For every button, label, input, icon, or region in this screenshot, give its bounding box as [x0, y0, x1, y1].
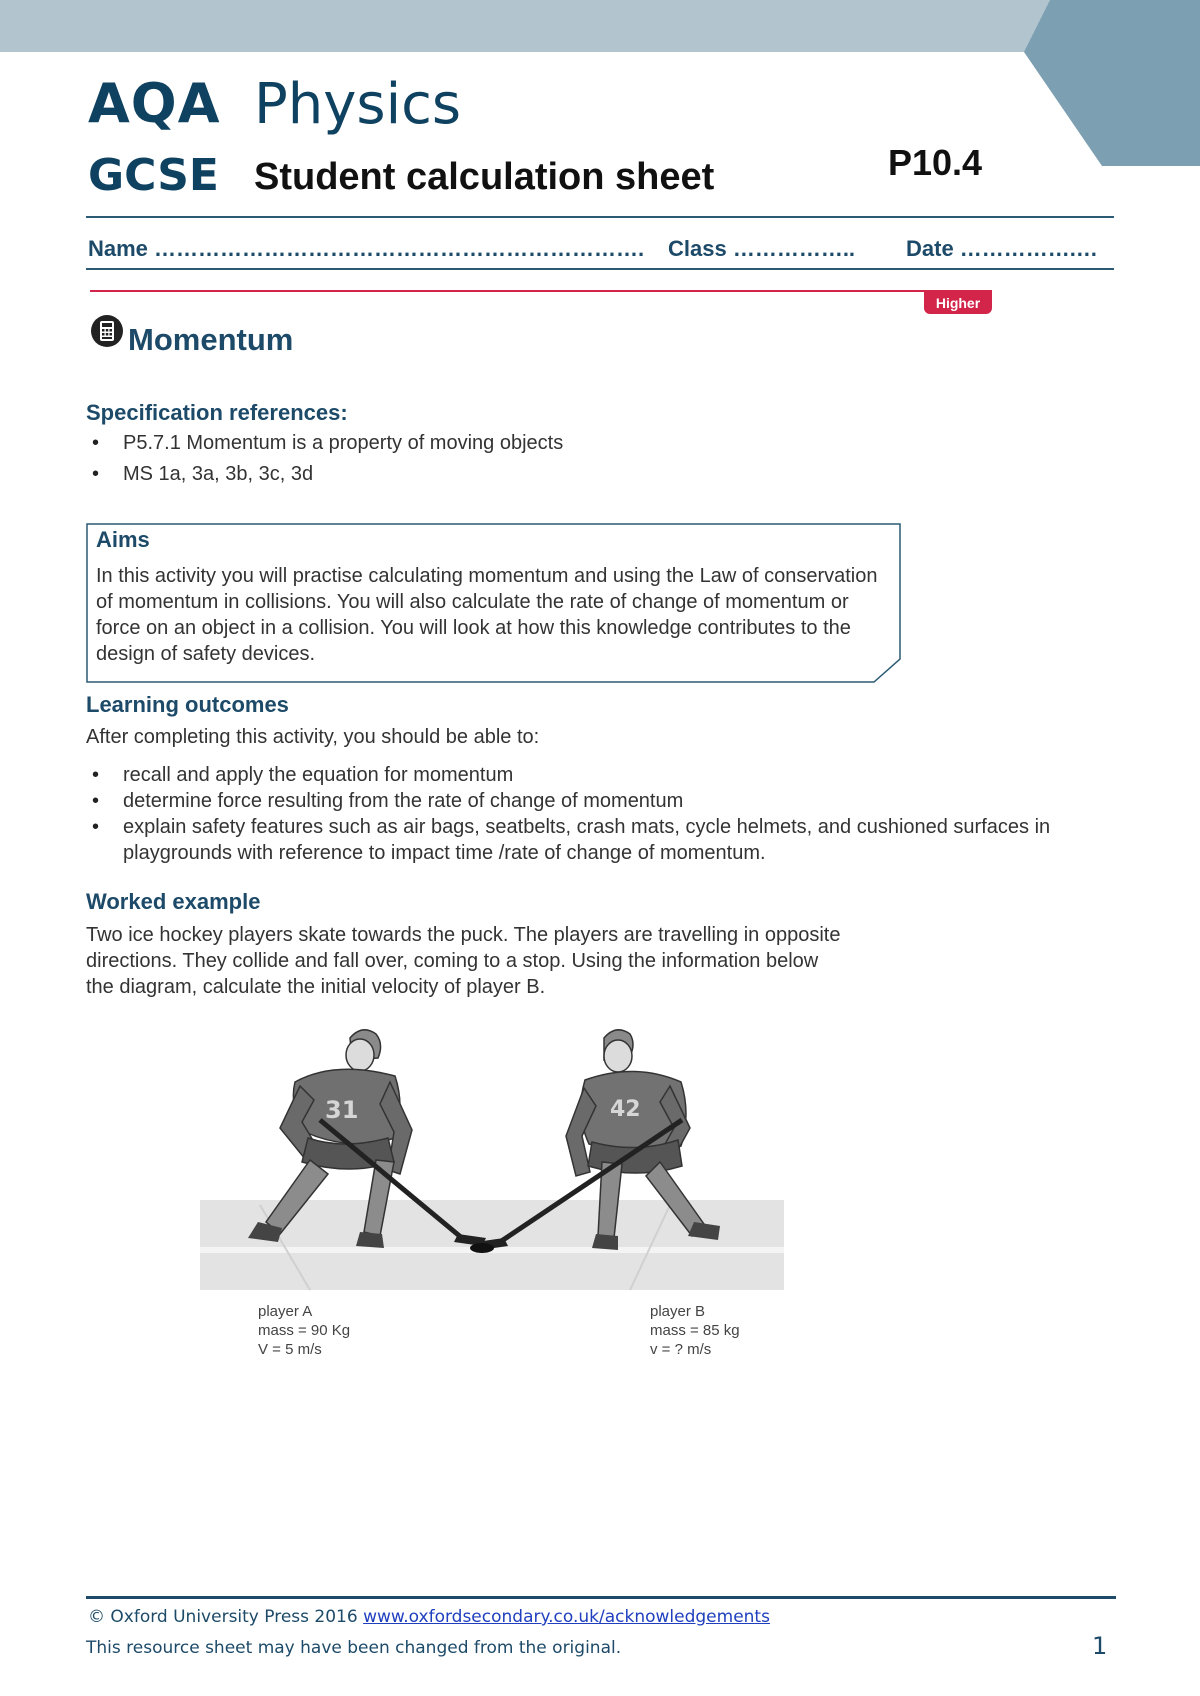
player-a-mass: mass = 90 Kg: [258, 1322, 351, 1339]
list-item: • MS 1a, 3a, 3b, 3c, 3d: [86, 461, 563, 487]
player-b-info: [650, 1302, 740, 1359]
name-field[interactable]: Name ………………………………………………………….: [88, 236, 645, 261]
player-b-mass: mass = 85 kg: [650, 1322, 740, 1339]
spec-list: [86, 430, 563, 487]
sheet-title: Student calculation sheet: [254, 156, 715, 198]
spec-heading: Specification references:: [86, 400, 348, 425]
player-b-label: player B: [650, 1303, 706, 1320]
list-item: • recall and apply the equation for momentum: [86, 762, 1066, 788]
outcomes-list: [86, 762, 1066, 866]
list-item: • determine force resulting from the rate of change of momentum: [86, 788, 1066, 814]
page-number: 1: [1092, 1632, 1108, 1660]
svg-text:31: 31: [325, 1096, 359, 1124]
outcomes-heading: Learning outcomes: [86, 692, 289, 717]
acknowledgements-link[interactable]: www.oxfordsecondary.co.uk/acknowledgements: [363, 1607, 770, 1627]
student-info-row: [86, 236, 1114, 266]
player-a-velocity: V = 5 m/s: [258, 1341, 322, 1358]
date-field[interactable]: Date …………….…: [906, 236, 1098, 261]
brand-aqa: AQA: [88, 72, 221, 135]
footer-copyright: [88, 1607, 770, 1627]
info-divider: [86, 268, 1114, 270]
brand-level: GCSE: [88, 150, 219, 201]
footer-note: This resource sheet may have been changed from the original.: [86, 1638, 622, 1658]
svg-text:42: 42: [610, 1097, 641, 1122]
player-a-info: [258, 1302, 350, 1359]
hockey-figure: [200, 1010, 784, 1358]
aims-heading: Aims: [96, 527, 150, 552]
sheet-code: P10.4: [888, 142, 983, 183]
puck: [470, 1243, 494, 1253]
header-corner-shape: [1000, 0, 1200, 170]
hockey-illustration: [200, 1010, 784, 1295]
class-field[interactable]: Class ……………..: [668, 236, 856, 261]
worked-heading: Worked example: [86, 889, 261, 914]
player-a-label: player A: [258, 1303, 313, 1320]
calculator-icon: [90, 314, 124, 348]
list-item: • explain safety features such as air bags, seatbelts, crash mats, cycle helmets, and cushioned surfaces in playgrounds with reference to impact time /rate of change of momentum.: [86, 814, 1066, 866]
worked-text: Two ice hockey players skate towards the puck. The players are travelling in opposite directions. They collide and fall over, coming to a stop. Using the information below the diagram, calculate the initial velocity of player B.: [86, 924, 841, 998]
tier-badge: Higher: [924, 292, 992, 314]
list-item: • P5.7.1 Momentum is a property of moving objects: [86, 430, 563, 456]
aims-text: In this activity you will practise calculating momentum and using the Law of conservation of momentum in collisions. You will also calculate the rate of change of momentum or force on an object in a collision. You will look at how this knowledge contributes to the design of safety devices.: [96, 565, 878, 665]
player-b-velocity: v = ? m/s: [650, 1341, 712, 1358]
brand-subject: Physics: [254, 72, 462, 137]
header-divider: [86, 216, 1114, 218]
copyright-text: © Oxford University Press 2016: [88, 1607, 358, 1627]
footer-divider: [86, 1596, 1116, 1599]
outcomes-intro: After completing this activity, you should be able to:: [86, 726, 540, 748]
tier-rule: [90, 290, 992, 292]
topic-title: Momentum: [128, 322, 294, 357]
aims-box: [86, 523, 901, 683]
